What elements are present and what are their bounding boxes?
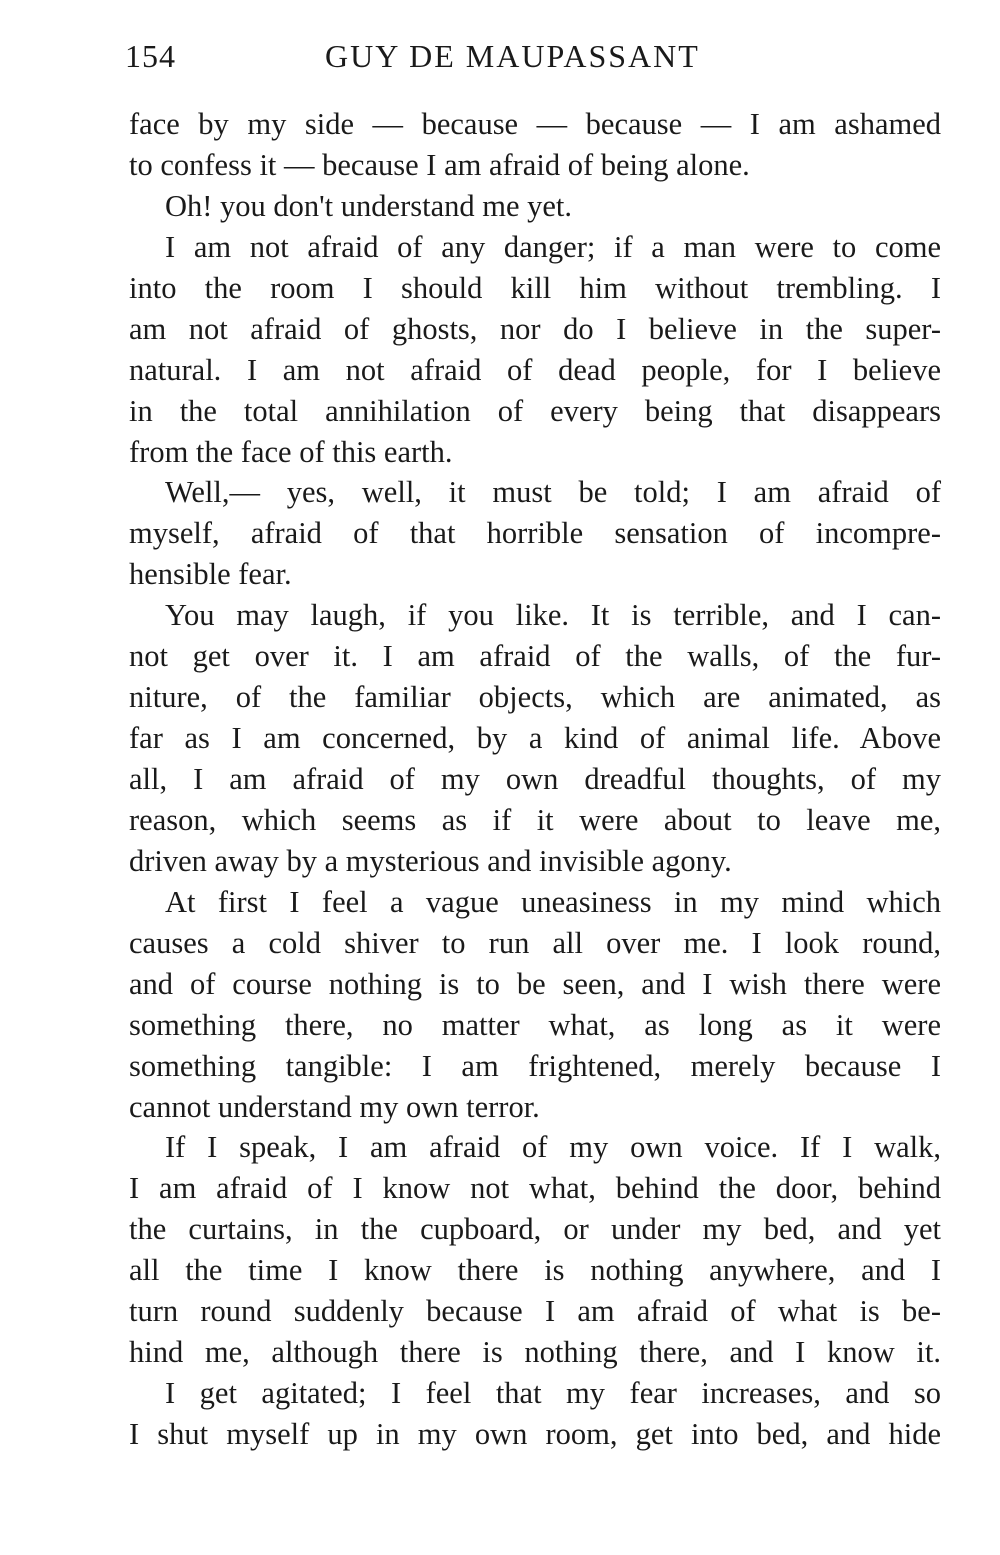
text-line: far as I am concerned, by a kind of animal life. Above bbox=[129, 721, 941, 756]
text-line: niture, of the familiar objects, which are animated, as bbox=[129, 680, 941, 715]
text-line: something tangible: I am frightened, merely because I bbox=[129, 1048, 941, 1083]
text-line: If I speak, I am afraid of my own voice. If I walk, bbox=[165, 1130, 941, 1165]
text-line: to confess it — because I am afraid of being alone. bbox=[129, 147, 750, 182]
text-line: reason, which seems as if it were about to leave me, bbox=[129, 802, 941, 837]
text-line: At first I feel a vague uneasiness in my mind which bbox=[165, 884, 941, 919]
text-line: I get agitated; I feel that my fear increases, and so bbox=[165, 1376, 941, 1411]
page-number: 154 bbox=[125, 38, 176, 74]
text-line: face by my side — because — because — I am ashamed bbox=[129, 107, 941, 141]
text-line: from the face of this earth. bbox=[129, 434, 453, 469]
text-line: natural. I am not afraid of dead people, for I believe bbox=[129, 352, 941, 387]
text-line: cannot understand my own terror. bbox=[129, 1089, 540, 1124]
text-line: You may laugh, if you like. It is terrible, and I can- bbox=[165, 598, 941, 633]
text-line: am not afraid of ghosts, nor do I believe in the super- bbox=[129, 311, 941, 346]
text-line: something there, no matter what, as long as it were bbox=[129, 1007, 941, 1042]
body-text bbox=[129, 104, 941, 1455]
text-line: I am not afraid of any danger; if a man were to come bbox=[165, 229, 941, 264]
text-line: all, I am afraid of my own dreadful thoughts, of my bbox=[129, 762, 941, 796]
text-line: myself, afraid of that horrible sensation of incompre- bbox=[129, 516, 941, 551]
text-line: the curtains, in the cupboard, or under my bed, and yet bbox=[129, 1212, 941, 1247]
text-line: Oh! you don't understand me yet. bbox=[165, 188, 572, 223]
text-line: into the room I should kill him without trembling. I bbox=[129, 270, 941, 305]
text-line: and of course nothing is to be seen, and I wish there were bbox=[129, 966, 941, 1001]
text-line: not get over it. I am afraid of the walls, of the fur- bbox=[129, 639, 941, 674]
page-header bbox=[125, 38, 940, 82]
text-line: Well,— yes, well, it must be told; I am afraid of bbox=[165, 475, 941, 510]
text-line: in the total annihilation of every being that disappears bbox=[129, 393, 941, 428]
text-line: I am afraid of I know not what, behind the door, behind bbox=[129, 1171, 941, 1206]
text-line: hensible fear. bbox=[129, 557, 292, 592]
text-line: turn round suddenly because I am afraid of what is be- bbox=[129, 1294, 941, 1329]
text-line: hind me, although there is nothing there, and I know it. bbox=[129, 1335, 941, 1370]
text-line: I shut myself up in my own room, get into bed, and hide bbox=[129, 1417, 941, 1451]
text-line: driven away by a mysterious and invisible agony. bbox=[129, 843, 732, 878]
running-head: GUY DE MAUPASSANT bbox=[325, 38, 700, 74]
text-line: all the time I know there is nothing anywhere, and I bbox=[129, 1253, 941, 1288]
text-line: causes a cold shiver to run all over me. I look round, bbox=[129, 925, 941, 960]
